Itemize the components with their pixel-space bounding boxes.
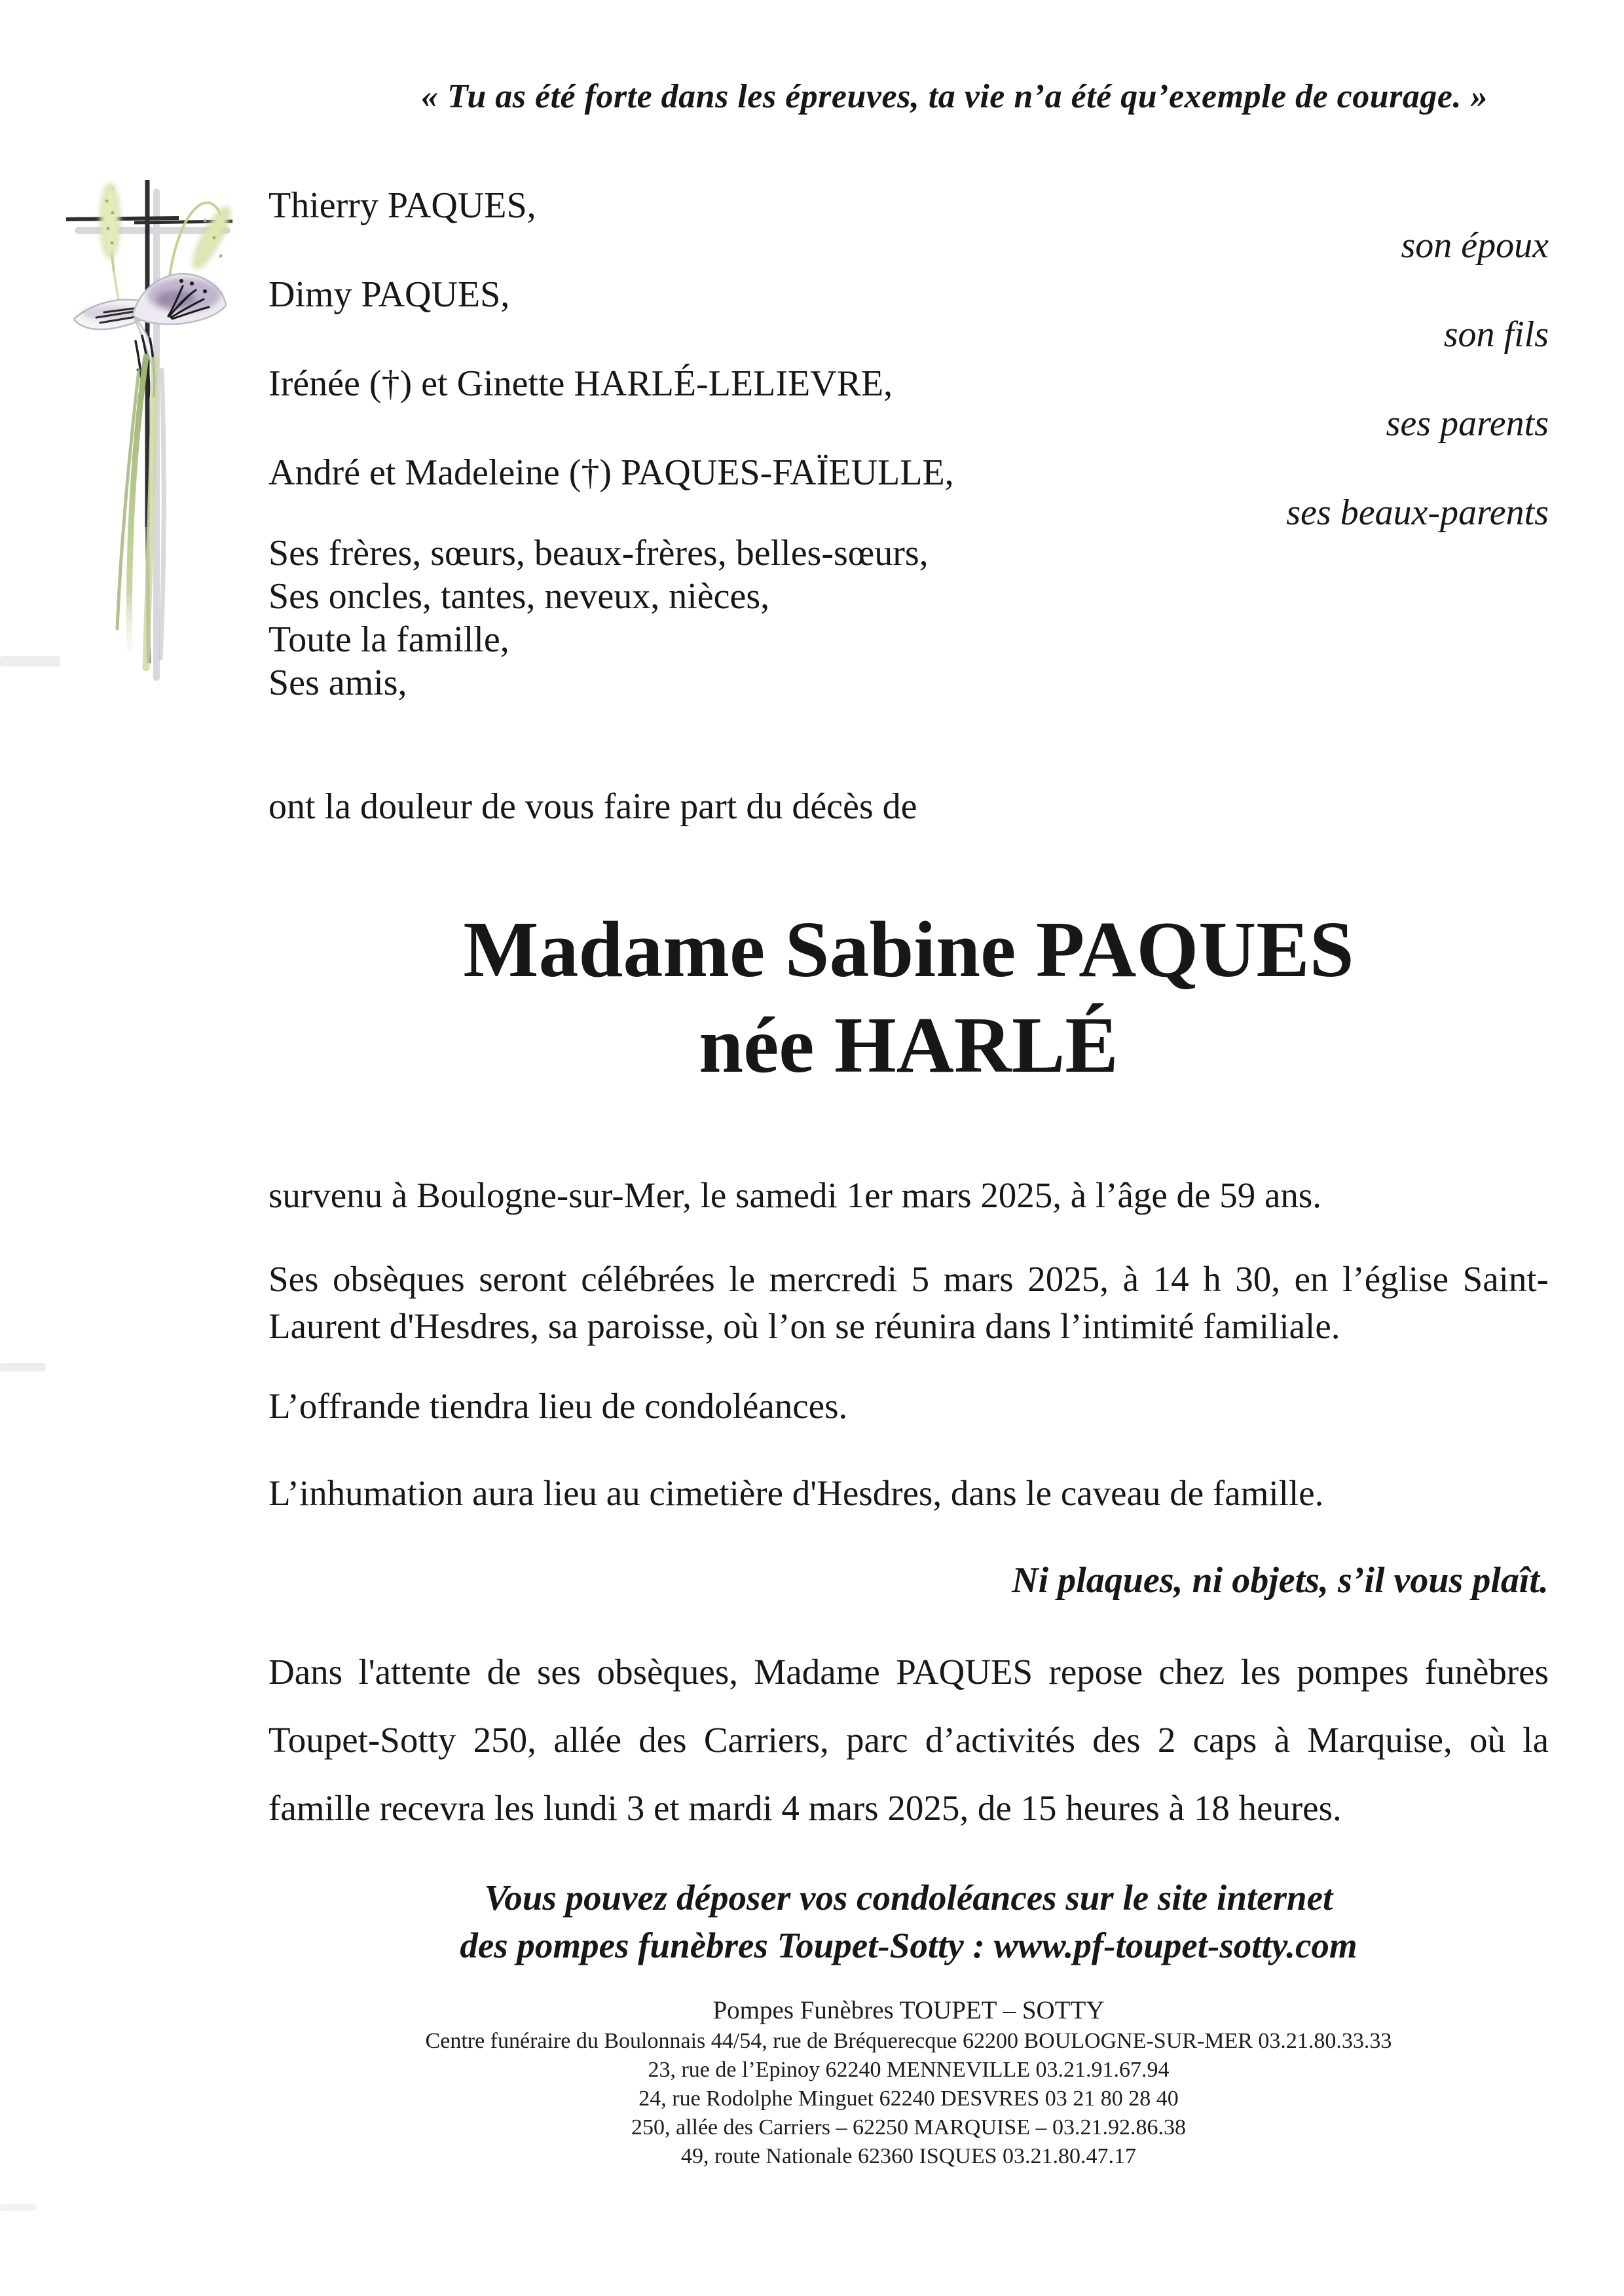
deceased-name-title (268, 902, 1549, 1093)
announcers-list (268, 185, 1549, 541)
footer-location: 24, rue Rodolphe Minguet 62240 DESVRES 03 21 80 28 40 (638, 2086, 1179, 2111)
announcer-row (268, 274, 1549, 354)
announcer-row (268, 363, 1549, 443)
footer-location: 49, route Nationale 62360 ISQUES 03.21.80.47.17 (680, 2144, 1137, 2168)
paragraph-funeral-service: Ses obsèques seront célébrées le mercredi 5 mars 2025, à 14 h 30, en l’église Saint-Laurent d'Hesdres, sa paroisse, où l’on se réunira dans l’intimité familiale. (268, 1259, 1549, 1346)
footer-location: Centre funéraire du Boulonnais 44/54, rue de Bréquerecque 62200 BOULOGNE-SUR-MER 03.21.80.33.33 (425, 2029, 1392, 2053)
announcer-relation: son époux (1401, 225, 1549, 266)
paragraph-visitation: Dans l'attente de ses obsèques, Madame PAQUES repose chez les pompes funèbres Toupet-Sotty 250, allée des Carriers, parc d’activités des 2 caps à Marquise, où la famille recevra les lundi 3 et mardi 4 mars 2025, de 15 heures à 18 heures. (268, 1652, 1549, 1828)
condolences-line2: des pompes funèbres Toupet-Sotty : www.pf-toupet-sotty.com (460, 1925, 1357, 1965)
announcer-row (268, 452, 1549, 532)
paragraph-death-details: survenu à Boulogne-sur-Mer, le samedi 1er mars 2025, à l’âge de 59 ans. (268, 1175, 1322, 1215)
announcer-row (268, 185, 1549, 265)
no-plaques-notice: Ni plaques, ni objets, s’il vous plaît. (1012, 1560, 1549, 1601)
family-line: Ses frères, sœurs, beaux-frères, belles-sœurs, (268, 533, 929, 574)
funeral-home-footer (268, 1994, 1549, 2171)
family-line: Toute la famille, (268, 619, 509, 660)
family-list (268, 532, 1549, 704)
footer-location: 250, allée des Carriers – 62250 MARQUISE – 03.21.92.86.38 (631, 2115, 1187, 2140)
family-line: Ses oncles, tantes, neveux, nièces, (268, 576, 770, 617)
paragraph-burial: L’inhumation aura lieu au cimetière d'Hesdres, dans le caveau de famille. (268, 1473, 1324, 1513)
scan-artifact (0, 656, 60, 666)
announcer-relation: ses beaux-parents (1286, 492, 1549, 533)
funeral-home-name: Pompes Funèbres TOUPET – SOTTY (712, 1996, 1105, 2024)
cross-icon (36, 160, 252, 710)
announcer-name: Dimy PAQUES, (268, 274, 510, 315)
family-line: Ses amis, (268, 663, 407, 703)
announcer-relation: son fils (1443, 314, 1549, 355)
condolences-website-note (268, 1874, 1549, 1969)
opening-quote: « Tu as été forte dans les épreuves, ta vie n’a été qu’exemple de courage. » (421, 78, 1488, 115)
footer-location: 23, rue de l’Epinoy 62240 MENNEVILLE 03.21.91.67.94 (648, 2058, 1170, 2082)
scan-artifact (0, 2204, 36, 2211)
cross-and-calla-lilies-illustration (36, 160, 252, 710)
announcer-name: André et Madeleine (†) PAQUES-FAÏEULLE, (268, 452, 954, 493)
deceased-name-line2: née HARLÉ (699, 1001, 1118, 1089)
scan-artifact (0, 1363, 46, 1372)
condolences-line1: Vous pouvez déposer vos condoléances sur le site internet (484, 1878, 1333, 1918)
paragraph-offering: L’offrande tiendra lieu de condoléances. (268, 1386, 848, 1426)
announcement-intro: ont la douleur de vous faire part du décès de (268, 786, 917, 827)
announcer-name: Irénée (†) et Ginette HARLÉ-LELIEVRE, (268, 363, 893, 404)
announcer-name: Thierry PAQUES, (268, 185, 536, 226)
deceased-name-line1: Madame Sabine PAQUES (463, 905, 1354, 994)
announcer-relation: ses parents (1386, 403, 1549, 444)
